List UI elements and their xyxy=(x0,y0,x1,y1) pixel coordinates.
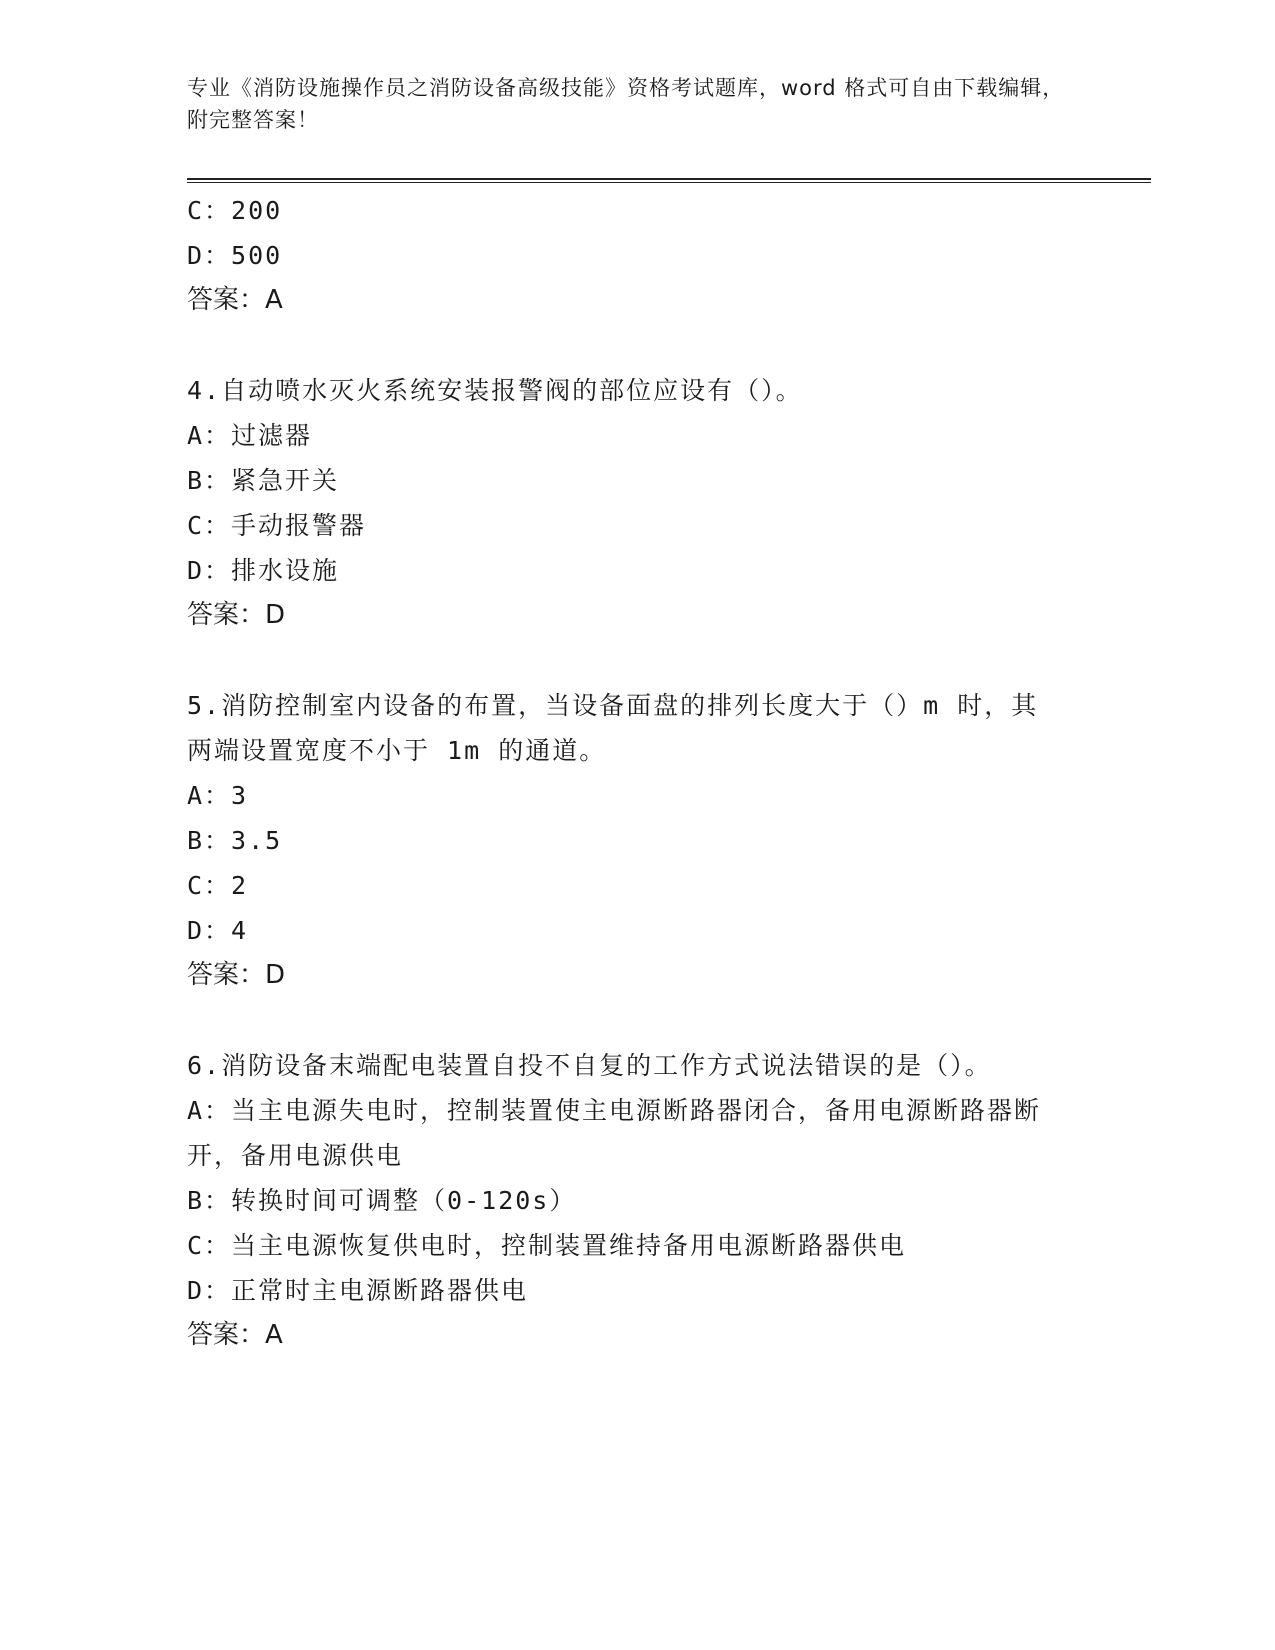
question-text: 6.消防设备末端配电装置自投不自复的工作方式说法错误的是（）。 xyxy=(187,1051,992,1080)
page-header: 专业《消防设施操作员之消防设备高级技能》资格考试题库，word 格式可自由下载编辑，附完整答案！ xyxy=(187,76,1065,132)
question-6 xyxy=(187,1043,1087,1358)
option-d: D：4 xyxy=(187,916,249,945)
option-d: D：500 xyxy=(187,241,283,270)
question-text: 5.消防控制室内设备的布置，当设备面盘的排列长度大于（）m 时，其两端设置宽度不小于 1m 的通道。 xyxy=(187,691,1039,765)
question-4 xyxy=(187,368,1087,638)
option-b: B：转换时间可调整（0-120s） xyxy=(187,1186,577,1215)
option-a: A：3 xyxy=(187,781,249,810)
question-5 xyxy=(187,683,1087,998)
answer-line: 答案：D xyxy=(187,600,286,630)
question-content xyxy=(187,188,1087,1358)
option-a: A：过滤器 xyxy=(187,421,313,450)
option-b: B：3.5 xyxy=(187,826,283,855)
option-c: C：200 xyxy=(187,196,283,225)
spacer xyxy=(187,638,1087,683)
answer-line: 答案：D xyxy=(187,960,286,990)
option-d: D：正常时主电源断路器供电 xyxy=(187,1276,529,1305)
spacer xyxy=(187,323,1087,368)
option-c: C：当主电源恢复供电时，控制装置维持备用电源断路器供电 xyxy=(187,1231,907,1260)
question-text: 4.自动喷水灭火系统安装报警阀的部位应设有（）。 xyxy=(187,376,803,405)
header-rule-thin xyxy=(187,182,1151,183)
spacer xyxy=(187,998,1087,1043)
header-rule-thick xyxy=(187,178,1151,180)
option-b: B：紧急开关 xyxy=(187,466,340,495)
answer-line: 答案：A xyxy=(187,1320,283,1350)
option-c: C：手动报警器 xyxy=(187,511,367,540)
prev-question-block xyxy=(187,188,1087,323)
option-a: A：当主电源失电时，控制装置使主电源断路器闭合，备用电源断路器断开，备用电源供电 xyxy=(187,1096,1042,1170)
answer-line: 答案：A xyxy=(187,285,283,315)
option-c: C：2 xyxy=(187,871,249,900)
option-d: D：排水设施 xyxy=(187,556,340,585)
